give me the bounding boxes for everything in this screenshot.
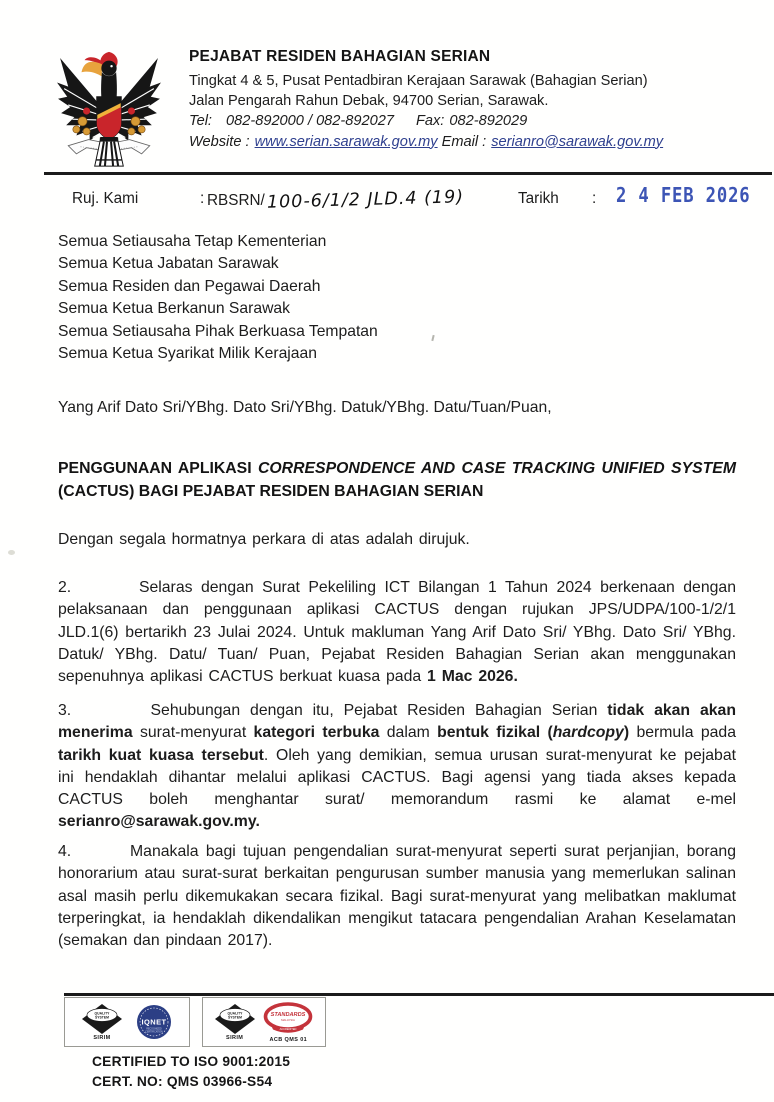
- email-label: Email :: [441, 133, 487, 150]
- fax-label: Fax:: [415, 113, 445, 130]
- website-link[interactable]: www.serian.sarawak.gov.my: [254, 133, 438, 150]
- recipient-line: Semua Ketua Jabatan Sarawak: [58, 255, 279, 273]
- svg-text:MALAYSIA: MALAYSIA: [281, 1017, 296, 1022]
- svg-text:CERTIFICATION: CERTIFICATION: [145, 1031, 163, 1034]
- svg-text:QUALITY: QUALITY: [227, 1010, 243, 1015]
- sirim-label: SIRIM: [93, 1034, 111, 1041]
- paragraph-3: 3. Sehubungan dengan itu, Pejabat Residen Bahagian Serian tidak akan akan menerima surat-menyurat kategori terbuka dalam bentuk fizikal (hardcopy) bermula pada tarikh kuat kuasa tersebut. Oleh yang demikian, semua urusan surat-menyurat ke pejabat ini hendaklah dihantar melalui aplikasi CACTUS. Bagi agensi yang tiada akses kepada CACTUS boleh menghantar surat/ memorandum rasmi ke alamat e-mel serianro@sarawak.gov.my.: [58, 702, 737, 831]
- certification-box-sirim-iqnet: [64, 997, 190, 1047]
- sirim-logo: [82, 1004, 122, 1041]
- recipient-line: Semua Setiausaha Tetap Kementerian: [58, 233, 327, 250]
- subject-heading: PENGGUNAAN APLIKASI CORRESPONDENCE AND CASE TRACKING UNIFIED SYSTEM (CACTUS) BAGI PEJABAT RESIDEN BAHAGIAN SERIAN: [58, 460, 736, 501]
- hornbill-crest-graphic: [56, 46, 162, 172]
- svg-text:STANDARDS: STANDARDS: [270, 1011, 306, 1018]
- recipient-line: Semua Ketua Syarikat Milik Kerajaan: [58, 345, 317, 363]
- sarawak-crest-icon: [56, 46, 162, 172]
- scan-artifact: [431, 335, 434, 341]
- letterhead-divider: [44, 172, 772, 175]
- ruj-kami-label: Ruj. Kami: [72, 190, 139, 207]
- email-link[interactable]: serianro@sarawak.gov.my: [491, 133, 664, 150]
- certification-box-sirim-standards: [202, 997, 326, 1047]
- scan-artifact: [8, 550, 15, 555]
- footer-divider: [64, 993, 774, 996]
- salutation: Yang Arif Dato Sri/YBhg. Dato Sri/YBhg. Datuk/YBhg. Datu/Tuan/Puan,: [58, 399, 552, 416]
- iso-certification-text: [92, 1052, 290, 1091]
- recipient-line: Semua Residen dan Pegawai Daerah: [58, 277, 321, 295]
- svg-text:SYSTEM: SYSTEM: [95, 1014, 109, 1019]
- cert-number-line: CERT. NO: QMS 03966-S54: [92, 1073, 273, 1089]
- tarikh-colon: :: [592, 190, 597, 207]
- office-name: PEJABAT RESIDEN BAHAGIAN SERIAN: [189, 48, 491, 65]
- tel-value: 082-892000 / 082-892027: [226, 113, 394, 130]
- web-line: [189, 132, 749, 152]
- reference-handwritten: 100-6/1/2 JLD.4 (19): [266, 187, 465, 213]
- svg-text:IQNET: IQNET: [141, 1017, 167, 1027]
- tel-label: Tel:: [189, 113, 212, 130]
- paragraph-2: 2. Selaras dengan Surat Pekeliling ICT Bilangan 1 Tahun 2024 berkenaan dengan pelaksanaan dan penggunaan aplikasi CACTUS dengan rujukan JPS/UDPA/100-1/2/1 JLD.1(6) bertarikh 23 Julai 2024. Untuk makluman Yang Arif Dato Sri/ YBhg. Dato Sri/ YBhg. Datuk/ YBhg. Datu/ Tuan/ Puan, Pejabat Residen Bahagian Serian akan menggunakan sepenuhnya aplikasi CACTUS berkuat kuasa pada 1 Mac 2026.: [58, 579, 736, 686]
- iso-cert-line: CERTIFIED TO ISO 9001:2015: [92, 1054, 291, 1069]
- sirim-diamond-icon: [215, 1004, 255, 1034]
- recipient-line: Semua Setiausaha Pihak Berkuasa Tempatan: [58, 322, 378, 340]
- acb-qms-label: ACB QMS 01: [269, 1036, 308, 1043]
- address-line-2: Jalan Pengarah Rahun Debak, 94700 Serian, Sarawak.: [189, 93, 549, 110]
- iqnet-logo-icon: [136, 1004, 172, 1040]
- sirim-diamond-icon: [82, 1004, 122, 1034]
- sirim-logo: [215, 1004, 255, 1041]
- address-line-1: Tingkat 4 & 5, Pusat Pentadbiran Kerajaan Sarawak (Bahagian Serian): [189, 73, 648, 89]
- svg-text:RECOGNIZED: RECOGNIZED: [146, 1028, 162, 1031]
- recipient-list: [58, 231, 378, 365]
- sirim-label: SIRIM: [226, 1034, 244, 1041]
- letterhead-text-block: [189, 48, 749, 152]
- standards-malaysia-logo: [263, 1002, 313, 1043]
- tarikh-label: Tarikh: [518, 190, 559, 207]
- svg-text:QUALITY: QUALITY: [94, 1010, 110, 1015]
- svg-text:SYSTEM: SYSTEM: [227, 1014, 242, 1019]
- paragraph-1: Dengan segala hormatnya perkara di atas adalah dirujuk.: [58, 531, 470, 548]
- fax-value: 082-892029: [449, 113, 528, 130]
- standards-malaysia-icon: [263, 1002, 313, 1036]
- paragraph-4: 4. Manakala bagi tujuan pengendalian surat-menyurat seperti surat perjanjian, borang honorarium atau surat-surat berkaitan pengurusan sumber manusia yang memerlukan salinan asal masih perlu dikemukakan secara fizikal. Bagi surat-menyurat yang melibatkan maklumat terperingkat, ia hendaklah dikendalikan mengikut tatacara pengendalian Arahan Keselamatan (semakan dan pindaan 2017).: [58, 843, 736, 950]
- reference-number: [207, 187, 465, 213]
- phone-line: [189, 111, 749, 131]
- ruj-colon: :: [200, 190, 205, 207]
- recipient-line: Semua Ketua Berkanun Sarawak: [58, 300, 290, 318]
- svg-text:ACCREDITED: ACCREDITED: [279, 1027, 297, 1031]
- date-stamp: 2 4 FEB 2026: [616, 183, 751, 207]
- website-label: Website :: [189, 133, 250, 150]
- reference-typed: RBSRN/: [207, 192, 265, 209]
